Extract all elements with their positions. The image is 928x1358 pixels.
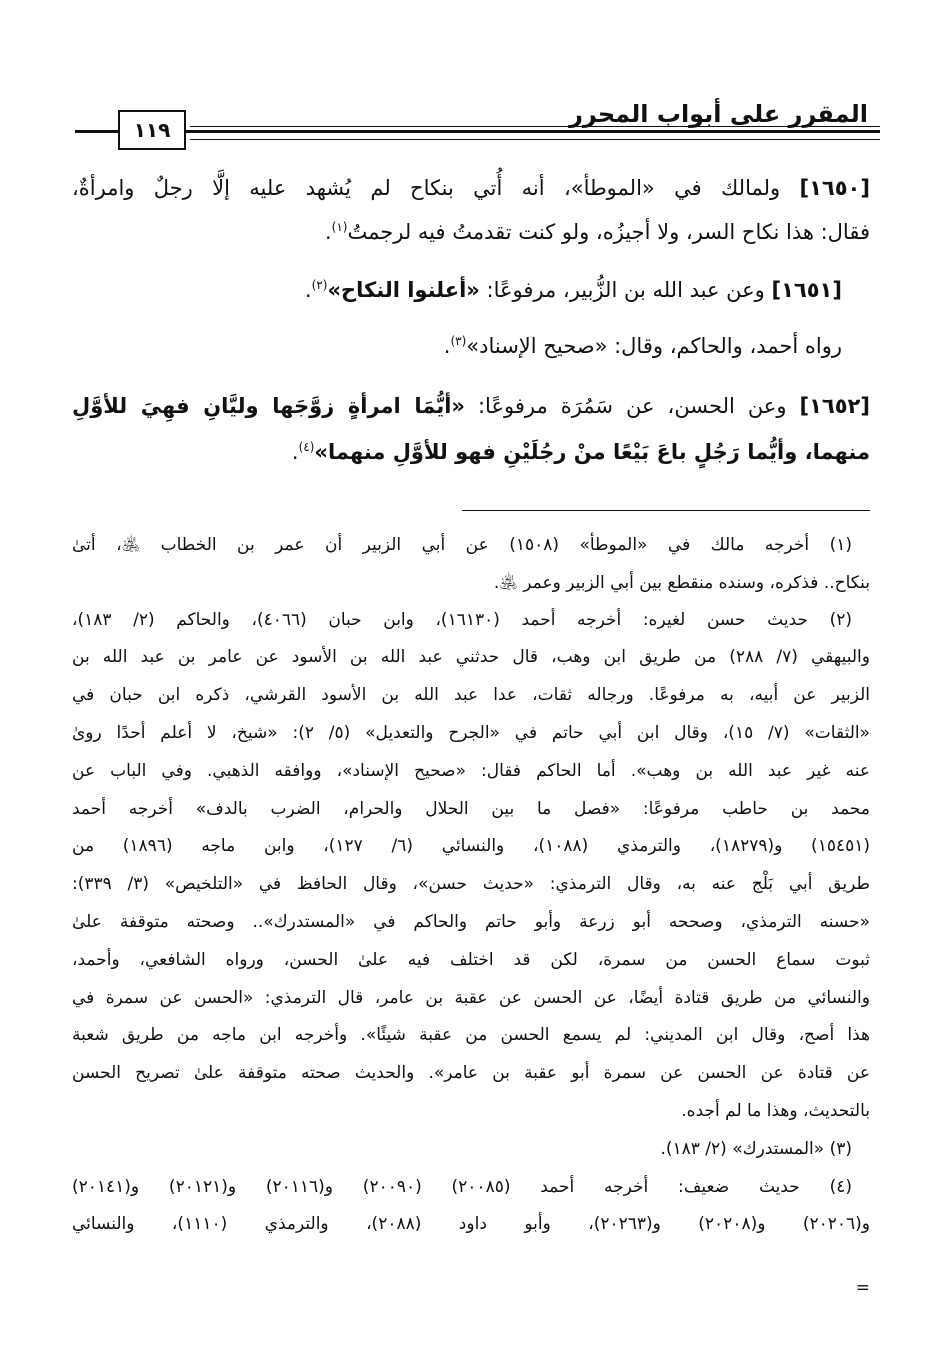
hadith-1650-line-1: [72, 176, 870, 200]
footnote-line: بنكاح.. فذكره، وسنده منقطع بين أبي الزبير وعمر ﵁.: [493, 572, 870, 593]
footnote-line: عن قتادة عن الحسن عن سمرة أبو عقبة بن عامر». والحديث صحته متوقفة علىٰ تصريح الحسن: [72, 1063, 870, 1084]
hadith-quote: «أعلنوا النكاح»: [327, 278, 480, 302]
text: .: [443, 334, 451, 358]
hadith-quote: منهما، وأيُّما رَجُلٍ باعَ بَيْعًا منْ رجُلَيْنِ فهو للأوَّلِ منهما»: [314, 440, 870, 464]
text: .: [304, 278, 312, 302]
footnote-line: (٣) «المستدرك» (٢/ ١٨٣).: [660, 1138, 852, 1159]
footnote-line: والبيهقي (٧/ ٢٨٨) من طريق ابن وهب، قال حدثني عبد الله بن الأسود عن عامر بن عبد الله بن: [72, 647, 870, 668]
footnote-line: (١) أخرجه مالك في «الموطأ» (١٥٠٨) عن أبي الزبير أن عمر بن الخطاب ﵁، أتىٰ: [72, 535, 852, 555]
footnote-line: (١٥٤٥١) و(١٨٢٧٩)، والترمذي (١٠٨٨)، والنسائي (٦/ ١٢٧)، وابن ماجه (١٨٩٦) من: [72, 836, 870, 857]
hadith-number: [١٦٥١]: [771, 278, 842, 302]
footnote-line: ثبوت سماع الحسن من سمرة، لكن قد اختلف فيه علىٰ الحسن، ورواه الشافعي، وأحمد،: [72, 949, 870, 970]
footnote-ref[interactable]: (٢): [311, 278, 328, 292]
footnote-line: الزبير عن أبيه، به مرفوعًا. ورجاله ثقات، عدا عبد الله بن الأسود القرشي، ذكره ابن حبان في: [72, 685, 870, 706]
running-header-title: المقرر على أبواب المحرر: [569, 100, 868, 128]
hadith-1652-line-1: [72, 394, 870, 418]
page-number: ١١٩: [118, 110, 186, 150]
hadith-number: [١٦٥٠]: [799, 176, 870, 200]
header-rule-thick: [75, 130, 880, 133]
header-rule: [190, 126, 880, 127]
footnote-line: والنسائي من طريق قتادة أيضًا، عن الحسن عن عقبة بن عامر، قال الترمذي: «الحسن عن سمرة في: [72, 987, 870, 1008]
text: رواه أحمد، والحاكم، وقال: «صحيح الإسناد»: [466, 334, 842, 358]
footnote-separator: [462, 510, 870, 511]
footnote-ref[interactable]: (٣): [450, 334, 467, 348]
footnote-line: بالتحديث، وهذا ما لم أجده.: [681, 1101, 870, 1121]
footnote-line: محمد بن حاطب مرفوعًا: «فصل ما بين الحلال والحرام، الضرب بالدف» أخرجه أحمد: [72, 798, 870, 819]
footnote-line: «حسنه الترمذي، وصححه أبو زرعة وأبو حاتم والحاكم في «المستدرك».. وصحته متوقفة علىٰ: [72, 912, 870, 932]
footnote-line: هذا أصح، وقال ابن المديني: لم يسمع الحسن من عقبة شيئًا». وأخرجه ابن ماجه من طريق شعبة: [72, 1025, 870, 1046]
footnote-line: «الثقات» (٧/ ١٥)، وقال ابن أبي حاتم في «الجرح والتعديل» (٥/ ٢): «شيخ، لا أعلم أحدًا روىٰ: [72, 723, 870, 743]
footnote-line: (٢) حديث حسن لغيره: أخرجه أحمد (١٦١٣٠)، وابن حبان (٤٠٦٦)، والحاكم (٢/ ١٨٣)،: [72, 609, 853, 630]
text: وعن عبد الله بن الزُّبير، مرفوعًا:: [479, 278, 772, 302]
hadith-1651-source: [72, 334, 842, 358]
text: .: [324, 220, 332, 244]
hadith-1651: [72, 278, 842, 302]
footnote-line: عنه غير عبد الله بن وهب». أما الحاكم فقال: «صحيح الإسناد»، ووافقه الذهبي. وفي الباب عن: [72, 760, 870, 781]
hadith-number: [١٦٥٢]: [799, 394, 870, 418]
text: ولمالك في «الموطأ»، أنه أُتي بنكاح لم يُشهد عليه إلَّا رجلٌ وامرأةٌ،: [72, 176, 800, 200]
footnote-line: طريق أبي بَلْج عنه به، وقال الترمذي: «حديث حسن»، وقال الحافظ في «التلخيص» (٣/ ٣٣٩):: [72, 874, 870, 895]
footnote-ref[interactable]: (٤): [298, 440, 315, 454]
header-rule-thin: [190, 139, 880, 140]
footnote-line: و(٢٠٢٠٦) و(٢٠٢٠٨) و(٢٠٢٦٣)، وأبو داود (٢٠٨٨)، والترمذي (١١١٠)، والنسائي: [72, 1214, 870, 1235]
hadith-1652-line-2: [72, 440, 870, 464]
text: فقال: هذا نكاح السر، ولا أجيزُه، ولو كنت تقدمتُ فيه لرجمتُ: [347, 220, 870, 244]
footnote-ref[interactable]: (١): [331, 220, 348, 234]
footnote-line: =: [855, 1278, 870, 1298]
text: وعن الحسن، عن سَمُرَة مرفوعًا:: [464, 394, 800, 418]
hadith-1650-line-2: [72, 220, 870, 244]
footnote-line: (٤) حديث ضعيف: أخرجه أحمد (٢٠٠٨٥) (٢٠٠٩٠) و(٢٠١١٦) و(٢٠١٢١) و(٢٠١٤١): [72, 1176, 853, 1197]
text: .: [291, 440, 299, 464]
hadith-quote: «أيُّمَا امرأةٍ زوَّجَها وليَّانِ فهِيَ للأوَّلِ: [72, 394, 465, 418]
